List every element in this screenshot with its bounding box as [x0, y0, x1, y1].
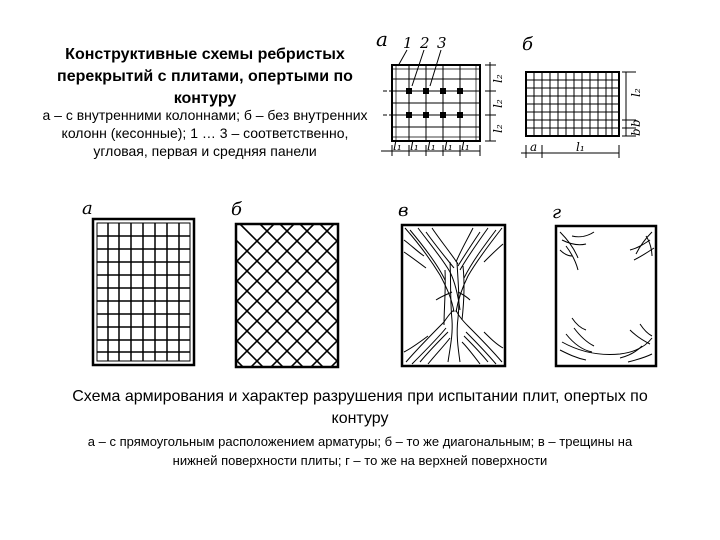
fig-a-dim-l2: l₂ — [491, 99, 505, 108]
diagram-coffered — [515, 30, 655, 165]
slide-title: Конструктивные схемы ребристых перекрытий с плитами, опертыми по контуру — [57, 46, 353, 107]
fig-b-dim-b: b — [629, 128, 643, 136]
fig-a-dim-l2: l₂ — [491, 74, 505, 83]
diagram-with-columns — [372, 30, 512, 165]
fig-b-dim-b: b — [629, 119, 643, 127]
fig-bottom-letter-g: г — [552, 202, 562, 223]
rectangular-reinforcement-slab — [93, 219, 194, 365]
fig-a-dim-l2: l₂ — [491, 124, 505, 133]
fig-b-dim-l2: l₂ — [629, 88, 643, 97]
fig-bottom-letter-a: а — [82, 198, 93, 219]
fig-a-dim-l1: l₁ — [427, 139, 436, 153]
bottom-surface-cracks-slab — [402, 225, 505, 366]
caption-main: Схема армирования и характер разрушения при испытании плит, опертых по контуру — [72, 388, 648, 427]
slide-subtitle: а – с внутренними колоннами; б – без внутренних колонн (кесонные); 1 … 3 – соответственно, угловая, первая и средняя панели — [42, 107, 368, 159]
fig-a-dim-l1: l₁ — [393, 139, 402, 153]
fig-a-dim-l1: l₁ — [461, 139, 470, 153]
fig-b-letter: б — [522, 34, 533, 55]
caption-sub: а – с прямоугольным расположением арматуры; б – то же диагональным; в – трещины на нижней поверхности плиты; г – то же на верхней поверхности — [87, 434, 633, 468]
fig-b-dim-a: a — [530, 140, 538, 154]
fig-a-letter: а — [376, 30, 388, 51]
top-surface-cracks-slab — [556, 226, 656, 366]
fig-a-dim-l1: l₁ — [444, 139, 453, 153]
fig-a-number-2: 2 — [420, 34, 430, 52]
diagram-reinforcement-and-cracks — [60, 195, 680, 380]
fig-bottom-letter-b: б — [231, 199, 242, 220]
fig-a-number-1: 1 — [403, 34, 413, 52]
fig-a-dim-l1: l₁ — [410, 139, 419, 153]
fig-b-dim-l1: l₁ — [576, 140, 585, 154]
fig-bottom-letter-v: в — [398, 200, 409, 221]
fig-a-number-3: 3 — [437, 34, 447, 52]
